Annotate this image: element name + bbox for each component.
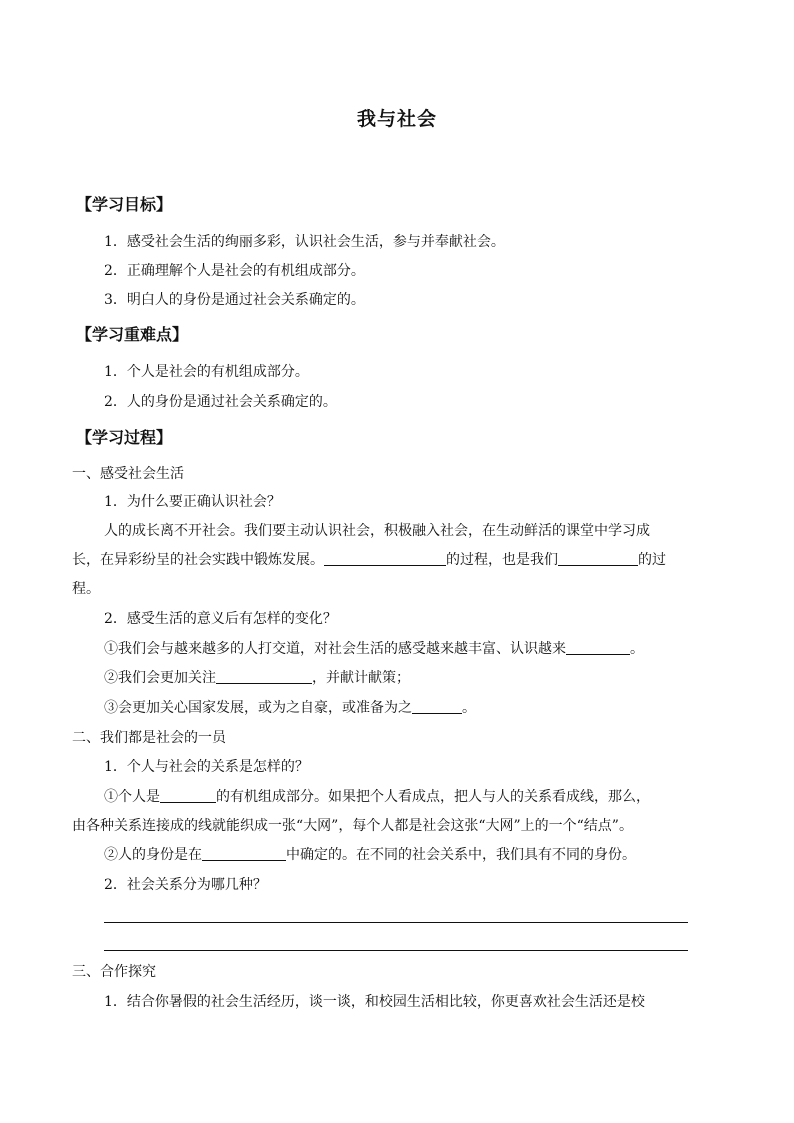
paragraph-line: 程。 (72, 581, 100, 597)
fill-blank[interactable] (558, 551, 638, 566)
answer-write-line[interactable] (104, 922, 688, 923)
answer-line-with-blank (104, 668, 410, 688)
question: 2．感受生活的意义后有怎样的变化？ (104, 611, 337, 627)
fill-blank[interactable] (566, 640, 630, 655)
fill-blank[interactable] (202, 846, 286, 861)
fill-blank[interactable] (216, 669, 312, 684)
objective-item: 2．正确理解个人是社会的有机组成部分。 (104, 263, 365, 279)
part-title: 二、我们都是社会的一员 (72, 730, 226, 746)
paragraph-line-with-blanks (72, 550, 666, 570)
fill-blank[interactable] (160, 788, 216, 803)
section-heading-key-points: 【学习重难点】 (76, 325, 189, 344)
answer-line-with-blank (104, 698, 476, 718)
key-point-item: 2．人的身份是通过社会关系确定的。 (104, 394, 337, 410)
question: 2．社会关系分为哪几种？ (104, 877, 267, 893)
text-segment: 的有机组成部分。如果把个人看成点，把人与人的关系看成线，那么， (216, 789, 650, 805)
text-segment: 的过 (638, 552, 666, 568)
text-segment: ，并献计献策； (312, 670, 410, 686)
answer-line-with-blank (104, 639, 644, 659)
fill-blank[interactable] (324, 551, 446, 566)
answer-line-with-blank (104, 845, 636, 865)
answer-write-line[interactable] (104, 950, 688, 951)
page-title: 我与社会 (356, 108, 437, 130)
text-segment: 中确定的。在不同的社会关系中，我们具有不同的身份。 (286, 847, 636, 863)
paragraph-line: 人的成长离不开社会。我们要主动认识社会，积极融入社会，在生动鲜活的课堂中学习成 (104, 523, 650, 539)
text-segment: 。 (462, 700, 476, 716)
part-title: 三、合作探究 (72, 964, 156, 980)
text-segment: ②我们会更加关注 (104, 670, 216, 686)
part-title: 一、感受社会生活 (72, 466, 184, 482)
objective-item: 3．明白人的身份是通过社会关系确定的。 (104, 292, 365, 308)
question: 1．为什么要正确认识社会？ (104, 494, 281, 510)
section-heading-objectives: 【学习目标】 (76, 195, 173, 214)
text-segment: ①我们会与越来越多的人打交道，对社会生活的感受越来越丰富、认识越来 (104, 641, 566, 657)
question: 1．结合你暑假的社会生活经历，谈一谈，和校园生活相比较，你更喜欢社会生活还是校 (104, 994, 645, 1010)
text-segment: 长，在异彩纷呈的社会实践中锻炼发展。 (72, 552, 324, 568)
question: 1．个人与社会的关系是怎样的？ (104, 759, 309, 775)
text-segment: ②人的身份是在 (104, 847, 202, 863)
objective-item: 1．感受社会生活的绚丽多彩，认识社会生活，参与并奉献社会。 (104, 234, 505, 250)
text-segment: ①个人是 (104, 789, 160, 805)
fill-blank[interactable] (412, 699, 462, 714)
key-point-item: 1．个人是社会的有机组成部分。 (104, 364, 309, 380)
paragraph-line: 由各种关系连接成的线就能织成一张“大网”，每个人都是社会这张“大网”上的一个“结点”。 (72, 818, 633, 834)
text-segment: 。 (630, 641, 644, 657)
text-segment: 的过程，也是我们 (446, 552, 558, 568)
section-heading-process: 【学习过程】 (76, 428, 173, 447)
text-segment: ③会更加关心国家发展，或为之自豪，或准备为之 (104, 700, 412, 716)
answer-line-with-blank (104, 787, 650, 807)
